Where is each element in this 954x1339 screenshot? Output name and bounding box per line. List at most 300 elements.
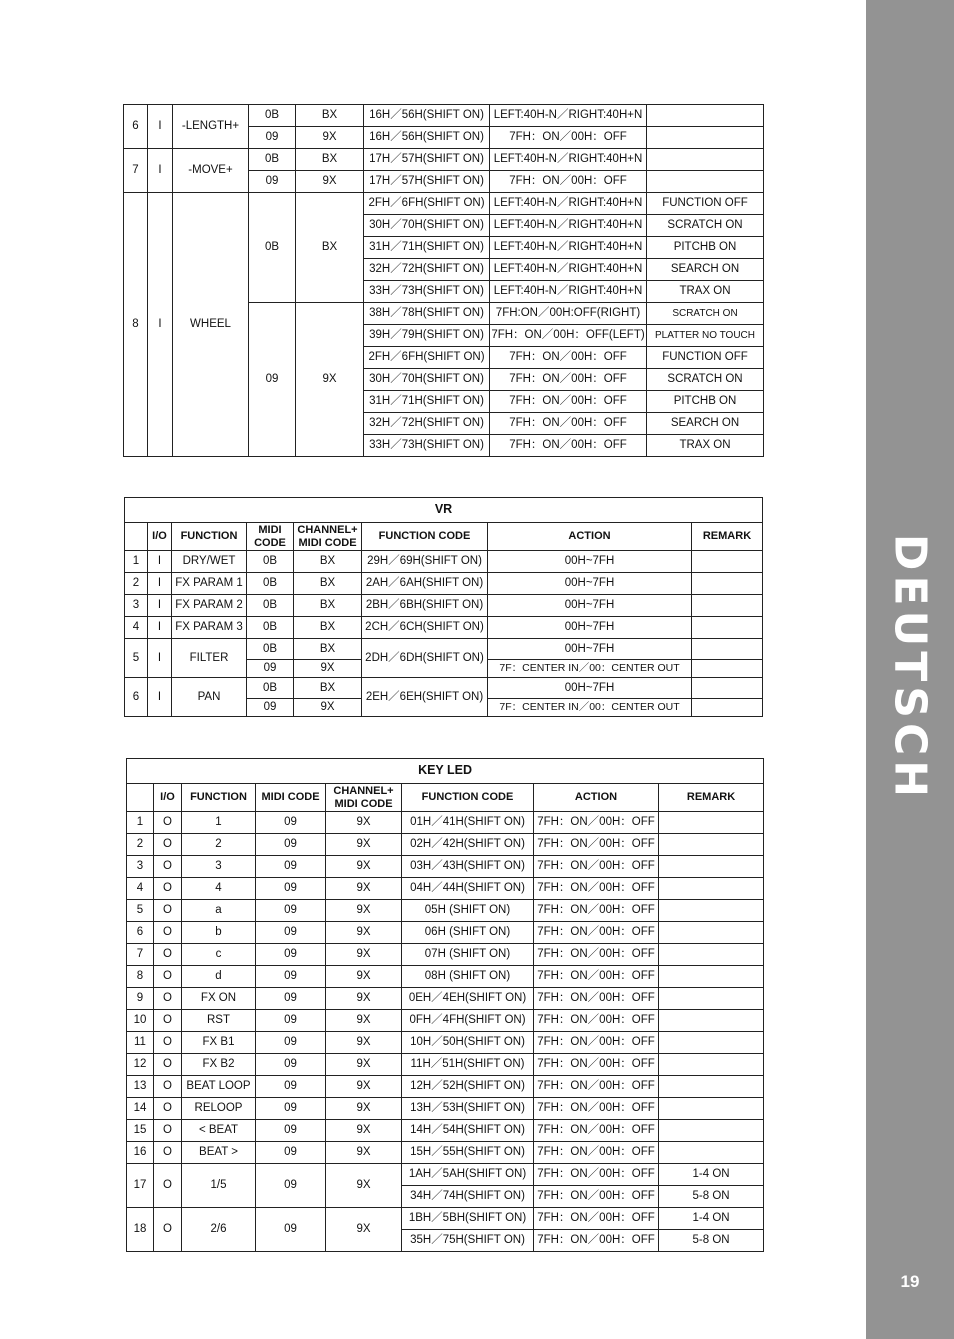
row-remark (659, 1098, 764, 1120)
row-function: BEAT > (182, 1142, 256, 1164)
row-function: FX PARAM 1 (172, 573, 247, 595)
row-number: 17 (127, 1164, 154, 1208)
row-action: LEFT:40H-N／RIGHT:40H+N (490, 215, 647, 237)
row-function: FX B2 (182, 1054, 256, 1076)
row-midi-code: 0B (249, 105, 296, 127)
row-io: O (154, 922, 182, 944)
row-action: 7FH：ON／00H：OFF (534, 1010, 659, 1032)
table-row (127, 1098, 764, 1120)
row-io: I (148, 639, 172, 678)
row-function-code: 16H／56H(SHIFT ON) (364, 105, 490, 127)
row-io: O (154, 1010, 182, 1032)
row-channel-code: 9X (326, 1208, 402, 1252)
row-channel-code: 9X (326, 922, 402, 944)
row-action: 7FH：ON／00H：OFF (534, 1054, 659, 1076)
row-remark: TRAX ON (647, 281, 764, 303)
row-function-code: 2CH／6CH(SHIFT ON) (362, 617, 488, 639)
row-function-code: 08H (SHIFT ON) (402, 966, 534, 988)
row-channel-code: 9X (326, 856, 402, 878)
row-midi-code: 09 (256, 834, 326, 856)
row-number: 1 (127, 812, 154, 834)
row-function-code: 29H／69H(SHIFT ON) (362, 551, 488, 573)
row-remark: 5-8 ON (659, 1186, 764, 1208)
row-channel-code: 9X (326, 988, 402, 1010)
row-remark (659, 856, 764, 878)
row-io: I (148, 149, 173, 193)
row-channel-code: 9X (294, 699, 362, 717)
row-midi-code: 09 (249, 303, 296, 457)
row-midi-code: 09 (256, 922, 326, 944)
row-function-code: 38H／78H(SHIFT ON) (364, 303, 490, 325)
row-action: 7FH：ON／00H：OFF (534, 1186, 659, 1208)
row-number: 2 (127, 834, 154, 856)
row-midi-code: 0B (247, 678, 294, 699)
row-function: a (182, 900, 256, 922)
row-number: 16 (127, 1142, 154, 1164)
side-label-area (866, 0, 954, 1339)
row-channel-code: 9X (326, 1076, 402, 1098)
keyled-header-code: FUNCTION CODE (402, 784, 534, 812)
row-function: FX B1 (182, 1032, 256, 1054)
row-function-code: 31H／71H(SHIFT ON) (364, 391, 490, 413)
row-io: I (148, 193, 173, 457)
row-action: 7FH：ON／00H：OFF (534, 1164, 659, 1186)
row-channel-code: 9X (326, 1032, 402, 1054)
row-action: 7FH：ON／00H：OFF (534, 856, 659, 878)
row-channel-code: 9X (296, 303, 364, 457)
row-io: I (148, 573, 172, 595)
row-function-code: 05H (SHIFT ON) (402, 900, 534, 922)
row-number: 7 (127, 944, 154, 966)
vr-header-no (125, 523, 148, 551)
row-action: 7FH：ON／00H：OFF (534, 1120, 659, 1142)
row-midi-code: 09 (256, 1098, 326, 1120)
row-action: 7FH：ON／00H：OFF (534, 1142, 659, 1164)
row-function-code: 33H／73H(SHIFT ON) (364, 281, 490, 303)
row-function: 1 (182, 812, 256, 834)
midi-table-continued (123, 104, 764, 457)
row-action: 7FH：ON／00H：OFF (490, 171, 647, 193)
row-midi-code: 09 (256, 1208, 326, 1252)
row-io: I (148, 105, 173, 149)
row-io: O (154, 1142, 182, 1164)
row-io: O (154, 1054, 182, 1076)
row-midi-code: 09 (256, 1142, 326, 1164)
table-row (127, 856, 764, 878)
key-led-title: KEY LED (127, 759, 764, 784)
keyled-header-io: I/O (154, 784, 182, 812)
row-function-code: 17H／57H(SHIFT ON) (364, 149, 490, 171)
row-number: 6 (127, 922, 154, 944)
row-function-code: 33H／73H(SHIFT ON) (364, 435, 490, 457)
keyled-header-remark: REMARK (659, 784, 764, 812)
row-number: 8 (127, 966, 154, 988)
row-io: I (148, 678, 172, 717)
row-function-code: 34H／74H(SHIFT ON) (402, 1186, 534, 1208)
row-action: 7FH：ON／00H：OFF (534, 944, 659, 966)
row-number: 9 (127, 988, 154, 1010)
row-remark (692, 678, 763, 699)
row-function-code: 07H (SHIFT ON) (402, 944, 534, 966)
row-remark: SEARCH ON (647, 413, 764, 435)
row-function: -MOVE+ (173, 149, 249, 193)
table-row (125, 678, 763, 699)
row-action: LEFT:40H-N／RIGHT:40H+N (490, 237, 647, 259)
row-remark: SCRATCH ON (647, 215, 764, 237)
row-remark (647, 127, 764, 149)
row-function: 2 (182, 834, 256, 856)
row-number: 3 (127, 856, 154, 878)
row-channel-code: BX (294, 617, 362, 639)
row-action: 7FH：ON／00H：OFF (534, 988, 659, 1010)
table-row (127, 1120, 764, 1142)
row-io: O (154, 856, 182, 878)
row-remark (659, 1032, 764, 1054)
row-function-code: 2DH／6DH(SHIFT ON) (362, 639, 488, 678)
row-action: 7F：CENTER IN／00：CENTER OUT (488, 660, 692, 678)
row-action: LEFT:40H-N／RIGHT:40H+N (490, 281, 647, 303)
row-io: I (148, 551, 172, 573)
row-channel-code: BX (294, 573, 362, 595)
row-remark: 1-4 ON (659, 1208, 764, 1230)
row-remark (692, 617, 763, 639)
row-channel-code: 9X (294, 660, 362, 678)
row-remark (659, 878, 764, 900)
vr-title: VR (125, 498, 763, 523)
row-midi-code: 09 (256, 966, 326, 988)
row-action: LEFT:40H-N／RIGHT:40H+N (490, 149, 647, 171)
row-function-code: 16H／56H(SHIFT ON) (364, 127, 490, 149)
row-action: LEFT:40H-N／RIGHT:40H+N (490, 105, 647, 127)
row-function-code: 2AH／6AH(SHIFT ON) (362, 573, 488, 595)
row-channel-code: BX (296, 105, 364, 127)
row-action: 7FH：ON／00H：OFF (534, 1230, 659, 1252)
row-midi-code: 09 (256, 900, 326, 922)
row-action: 7F：CENTER IN／00：CENTER OUT (488, 699, 692, 717)
row-io: O (154, 900, 182, 922)
row-remark (647, 105, 764, 127)
row-remark: 1-4 ON (659, 1164, 764, 1186)
row-function-code: 1AH／5AH(SHIFT ON) (402, 1164, 534, 1186)
row-channel-code: 9X (326, 834, 402, 856)
row-remark (692, 573, 763, 595)
row-action: 00H~7FH (488, 639, 692, 660)
row-remark: SCRATCH ON (647, 303, 764, 325)
table-row (127, 900, 764, 922)
row-action: 7FH：ON／00H：OFF (490, 435, 647, 457)
table-row (127, 878, 764, 900)
row-midi-code: 0B (247, 595, 294, 617)
row-function: 1/5 (182, 1164, 256, 1208)
row-remark: PLATTER NO TOUCH (647, 325, 764, 347)
row-remark (659, 1120, 764, 1142)
keyled-header-no (127, 784, 154, 812)
row-io: O (154, 878, 182, 900)
row-number: 7 (124, 149, 148, 193)
row-number: 10 (127, 1010, 154, 1032)
row-action: 7FH：ON／00H：OFF (534, 834, 659, 856)
row-midi-code: 0B (249, 193, 296, 303)
row-remark (659, 944, 764, 966)
row-function-code: 1BH／5BH(SHIFT ON) (402, 1208, 534, 1230)
vr-header-function: FUNCTION (172, 523, 247, 551)
row-number: 13 (127, 1076, 154, 1098)
row-remark (692, 551, 763, 573)
row-action: 7FH：ON／00H：OFF (534, 1208, 659, 1230)
table-row (127, 1032, 764, 1054)
row-function: DRY/WET (172, 551, 247, 573)
row-function-code: 06H (SHIFT ON) (402, 922, 534, 944)
row-action: 7FH：ON／00H：OFF (534, 812, 659, 834)
vr-table (124, 497, 763, 717)
row-number: 18 (127, 1208, 154, 1252)
row-function: RST (182, 1010, 256, 1032)
row-number: 12 (127, 1054, 154, 1076)
row-io: O (154, 834, 182, 856)
row-midi-code: 09 (256, 1032, 326, 1054)
table-row (127, 1010, 764, 1032)
row-midi-code: 09 (256, 1164, 326, 1208)
row-remark (659, 1054, 764, 1076)
row-function-code: 04H／44H(SHIFT ON) (402, 878, 534, 900)
row-action: LEFT:40H-N／RIGHT:40H+N (490, 259, 647, 281)
row-action: 7FH：ON／00H：OFF (490, 391, 647, 413)
row-remark (659, 966, 764, 988)
table-row (124, 105, 764, 127)
row-function: b (182, 922, 256, 944)
row-remark: FUNCTION OFF (647, 347, 764, 369)
row-function: < BEAT (182, 1120, 256, 1142)
row-io: I (148, 617, 172, 639)
row-remark (659, 988, 764, 1010)
row-channel-code: BX (294, 678, 362, 699)
table-row (127, 834, 764, 856)
keyled-header-function: FUNCTION (182, 784, 256, 812)
row-io: O (154, 1120, 182, 1142)
row-function-code: 0EH／4EH(SHIFT ON) (402, 988, 534, 1010)
row-action: 7FH：ON／00H：OFF (534, 966, 659, 988)
row-function: 2/6 (182, 1208, 256, 1252)
row-io: O (154, 988, 182, 1010)
row-action: 00H~7FH (488, 678, 692, 699)
row-remark: PITCHB ON (647, 391, 764, 413)
row-midi-code: 0B (249, 149, 296, 171)
row-action: 7FH：ON／00H：OFF (534, 1076, 659, 1098)
table-row (127, 922, 764, 944)
row-function-code: 32H／72H(SHIFT ON) (364, 259, 490, 281)
row-midi-code: 09 (256, 812, 326, 834)
row-function-code: 2BH／6BH(SHIFT ON) (362, 595, 488, 617)
row-remark: SCRATCH ON (647, 369, 764, 391)
row-remark (659, 812, 764, 834)
row-function-code: 0FH／4FH(SHIFT ON) (402, 1010, 534, 1032)
row-function: RELOOP (182, 1098, 256, 1120)
row-io: O (154, 1208, 182, 1252)
row-number: 8 (124, 193, 148, 457)
row-remark (692, 699, 763, 717)
row-remark (659, 900, 764, 922)
row-remark: 5-8 ON (659, 1230, 764, 1252)
row-function-code: 2FH／6FH(SHIFT ON) (364, 193, 490, 215)
row-remark (659, 1076, 764, 1098)
row-channel-code: BX (296, 193, 364, 303)
row-action: 7FH：ON／00H：OFF (534, 1032, 659, 1054)
row-action: 7FH：ON／00H：OFF (534, 1098, 659, 1120)
table-row (127, 1054, 764, 1076)
row-action: 00H~7FH (488, 573, 692, 595)
row-action: 7FH：ON／00H：OFF (490, 127, 647, 149)
row-number: 6 (125, 678, 148, 717)
row-action: 00H~7FH (488, 551, 692, 573)
row-midi-code: 09 (256, 856, 326, 878)
vr-header-midi: MIDI CODE (247, 523, 294, 551)
row-channel-code: BX (294, 639, 362, 660)
row-remark (659, 922, 764, 944)
row-function: FILTER (172, 639, 247, 678)
row-number: 5 (125, 639, 148, 678)
row-channel-code: 9X (326, 944, 402, 966)
row-function-code: 15H／55H(SHIFT ON) (402, 1142, 534, 1164)
row-action: 7FH：ON／00H：OFF (534, 900, 659, 922)
row-io: O (154, 1032, 182, 1054)
vr-header-io: I/O (148, 523, 172, 551)
table-row (127, 1208, 764, 1230)
keyled-header-channel: CHANNEL+ MIDI CODE (326, 784, 402, 812)
row-remark (692, 660, 763, 678)
row-action: 00H~7FH (488, 617, 692, 639)
table-row (124, 193, 764, 215)
row-function: BEAT LOOP (182, 1076, 256, 1098)
keyled-header-action: ACTION (534, 784, 659, 812)
row-remark (692, 639, 763, 660)
row-remark: PITCHB ON (647, 237, 764, 259)
table-row (127, 812, 764, 834)
row-function-code: 13H／53H(SHIFT ON) (402, 1098, 534, 1120)
row-channel-code: 9X (296, 171, 364, 193)
table-row (125, 617, 763, 639)
table-row (125, 639, 763, 660)
row-action: 7FH：ON／00H：OFF (490, 413, 647, 435)
row-function-code: 30H／70H(SHIFT ON) (364, 369, 490, 391)
row-function: FX ON (182, 988, 256, 1010)
row-number: 15 (127, 1120, 154, 1142)
row-midi-code: 09 (256, 944, 326, 966)
row-midi-code: 09 (256, 988, 326, 1010)
table-row (127, 1142, 764, 1164)
table-row (127, 1076, 764, 1098)
row-midi-code: 0B (247, 573, 294, 595)
row-action: LEFT:40H-N／RIGHT:40H+N (490, 193, 647, 215)
row-function-code: 30H／70H(SHIFT ON) (364, 215, 490, 237)
row-midi-code: 0B (247, 639, 294, 660)
row-midi-code: 09 (256, 1010, 326, 1032)
row-function-code: 35H／75H(SHIFT ON) (402, 1230, 534, 1252)
row-io: I (148, 595, 172, 617)
row-midi-code: 09 (247, 660, 294, 678)
row-remark (647, 171, 764, 193)
row-midi-code: 0B (247, 617, 294, 639)
row-function: PAN (172, 678, 247, 717)
row-midi-code: 09 (247, 699, 294, 717)
row-action: 00H~7FH (488, 595, 692, 617)
row-action: 7FH：ON／00H：OFF (534, 922, 659, 944)
row-channel-code: 9X (326, 1054, 402, 1076)
table-row (127, 988, 764, 1010)
row-function-code: 2FH／6FH(SHIFT ON) (364, 347, 490, 369)
row-channel-code: 9X (326, 812, 402, 834)
row-action: 7FH:ON／00H:OFF(RIGHT) (490, 303, 647, 325)
row-remark (692, 595, 763, 617)
row-io: O (154, 1076, 182, 1098)
row-io: O (154, 1098, 182, 1120)
row-function-code: 32H／72H(SHIFT ON) (364, 413, 490, 435)
row-function: FX PARAM 2 (172, 595, 247, 617)
row-function: d (182, 966, 256, 988)
row-midi-code: 09 (249, 127, 296, 149)
row-channel-code: 9X (326, 1010, 402, 1032)
row-function-code: 10H／50H(SHIFT ON) (402, 1032, 534, 1054)
keyled-header-midi: MIDI CODE (256, 784, 326, 812)
row-channel-code: 9X (326, 1142, 402, 1164)
row-remark: FUNCTION OFF (647, 193, 764, 215)
row-number: 14 (127, 1098, 154, 1120)
vr-header-code: FUNCTION CODE (362, 523, 488, 551)
row-midi-code: 09 (256, 1076, 326, 1098)
row-function-code: 11H／51H(SHIFT ON) (402, 1054, 534, 1076)
table-row (127, 944, 764, 966)
row-function-code: 2EH／6EH(SHIFT ON) (362, 678, 488, 717)
table-row (124, 149, 764, 171)
row-function: c (182, 944, 256, 966)
vr-header-remark: REMARK (692, 523, 763, 551)
table-row (125, 573, 763, 595)
row-midi-code: 0B (247, 551, 294, 573)
row-number: 1 (125, 551, 148, 573)
table-row (127, 966, 764, 988)
row-number: 6 (124, 105, 148, 149)
row-remark (659, 1142, 764, 1164)
row-number: 4 (127, 878, 154, 900)
row-channel-code: 9X (326, 900, 402, 922)
row-action: 7FH：ON／00H：OFF (490, 347, 647, 369)
row-function-code: 12H／52H(SHIFT ON) (402, 1076, 534, 1098)
side-label: DEUTSCH (884, 533, 936, 803)
row-channel-code: 9X (326, 1120, 402, 1142)
row-function-code: 01H／41H(SHIFT ON) (402, 812, 534, 834)
row-number: 5 (127, 900, 154, 922)
table-row (125, 551, 763, 573)
row-midi-code: 09 (256, 1120, 326, 1142)
page-number: 19 (900, 1272, 920, 1291)
row-channel-code: 9X (326, 966, 402, 988)
row-channel-code: 9X (326, 1098, 402, 1120)
row-function-code: 03H／43H(SHIFT ON) (402, 856, 534, 878)
row-function-code: 14H／54H(SHIFT ON) (402, 1120, 534, 1142)
row-action: 7FH：ON／00H：OFF(LEFT) (490, 325, 647, 347)
row-action: 7FH：ON／00H：OFF (534, 878, 659, 900)
row-function-code: 17H／57H(SHIFT ON) (364, 171, 490, 193)
vr-header-action: ACTION (488, 523, 692, 551)
row-function: FX PARAM 3 (172, 617, 247, 639)
row-channel-code: 9X (326, 1164, 402, 1208)
row-remark (659, 1010, 764, 1032)
row-action: 7FH：ON／00H：OFF (490, 369, 647, 391)
row-channel-code: 9X (326, 878, 402, 900)
row-io: O (154, 1164, 182, 1208)
row-remark (647, 149, 764, 171)
row-number: 3 (125, 595, 148, 617)
row-function: WHEEL (173, 193, 249, 457)
